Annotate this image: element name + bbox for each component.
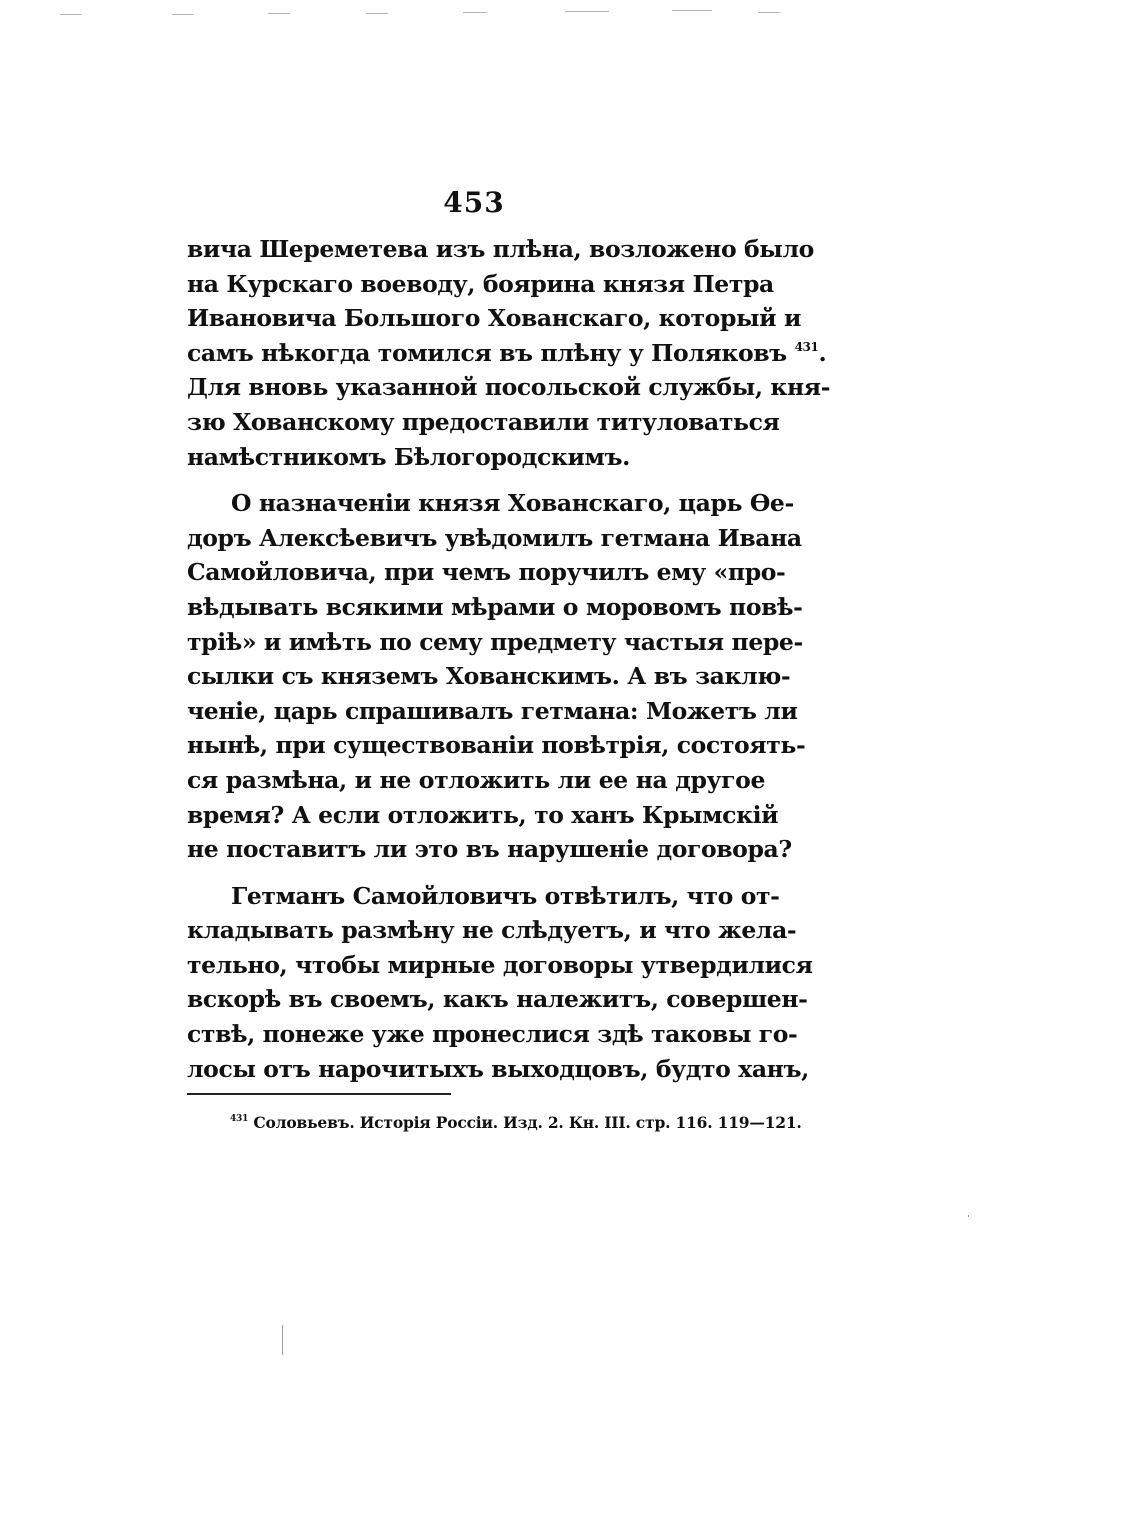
scan-artifact <box>366 13 388 14</box>
text-line: зю Хованскому предоставили титуловаться <box>187 407 780 436</box>
text-line: тріѣ» и имѣть по сему предмету частыя пере- <box>187 627 803 656</box>
text-line: ствѣ, понеже уже пронеслися здѣ таковы го- <box>187 1020 798 1049</box>
text-line: намѣстникомъ Бѣлогородскимъ. <box>187 442 630 471</box>
text-line-content: самъ нѣкогда томился въ плѣну у Поляковъ <box>187 338 787 367</box>
text-line <box>187 336 827 371</box>
text-line: на Курскаго воеводу, боярина князя Петра <box>187 269 774 298</box>
line-end-period: . <box>818 338 827 367</box>
text-line: Ивановича Большого Хованскаго, который и <box>187 304 801 333</box>
text-line: лосы отъ нарочитыхъ выходцовъ, будто ханъ, <box>187 1054 809 1083</box>
scan-artifact <box>565 11 609 12</box>
text-line: Для вновь указанной посольской службы, кня- <box>187 373 831 402</box>
text-line: сылки съ княземъ Хованскимъ. А въ заклю- <box>187 662 791 691</box>
text-line: тельно, чтобы мирные договоры утвердилися <box>187 950 813 979</box>
text-line: время? А если отложить, то ханъ Крымскій <box>187 800 779 829</box>
footnote-reference: 431 <box>794 339 819 354</box>
text-line: доръ Алексѣевичъ увѣдомилъ гетмана Ивана <box>187 523 802 552</box>
scan-speck <box>968 1215 969 1217</box>
paragraph-start: Гетманъ Самойловичъ отвѣтилъ, что от- <box>231 881 780 910</box>
text-line: не поставитъ ли это въ нарушеніе договора? <box>187 835 792 864</box>
text-line: ченіе, царь спрашивалъ гетмана: Можетъ ли <box>187 696 798 725</box>
text-line: вича Шереметева изъ плѣна, возложено было <box>187 235 814 263</box>
text-line: кладывать размѣну не слѣдуетъ, и что жела- <box>187 916 797 945</box>
page-number: 453 <box>443 186 505 219</box>
footnote-divider <box>187 1093 451 1095</box>
scan-artifact <box>268 13 290 14</box>
scan-artifact <box>172 14 194 15</box>
scan-speck <box>282 1325 283 1355</box>
footnote-text: Соловьевъ. Исторія Россіи. Изд. 2. Кн. III. стр. 116. 119—121. <box>253 1113 802 1132</box>
body-text <box>187 232 831 1086</box>
text-line: вѣдывать всякими мѣрами о моровомъ повѣ- <box>187 592 803 621</box>
paragraph-start: О назначеніи князя Хованскаго, царь Ѳе- <box>231 489 794 518</box>
text-line: ся размѣна, и не отложить ли ее на другое <box>187 765 765 794</box>
text-line: нынѣ, при существованіи повѣтрія, состоять- <box>187 731 806 760</box>
footnote <box>230 1113 802 1132</box>
scan-artifact <box>60 14 82 15</box>
text-line: вскорѣ въ своемъ, какъ належитъ, совершен- <box>187 985 808 1014</box>
text-line: Самойловича, при чемъ поручилъ ему «про- <box>187 558 786 587</box>
footnote-marker: 431 <box>230 1114 249 1124</box>
scan-artifact <box>758 12 780 13</box>
scan-artifact <box>672 10 712 11</box>
scan-artifact <box>463 12 487 13</box>
